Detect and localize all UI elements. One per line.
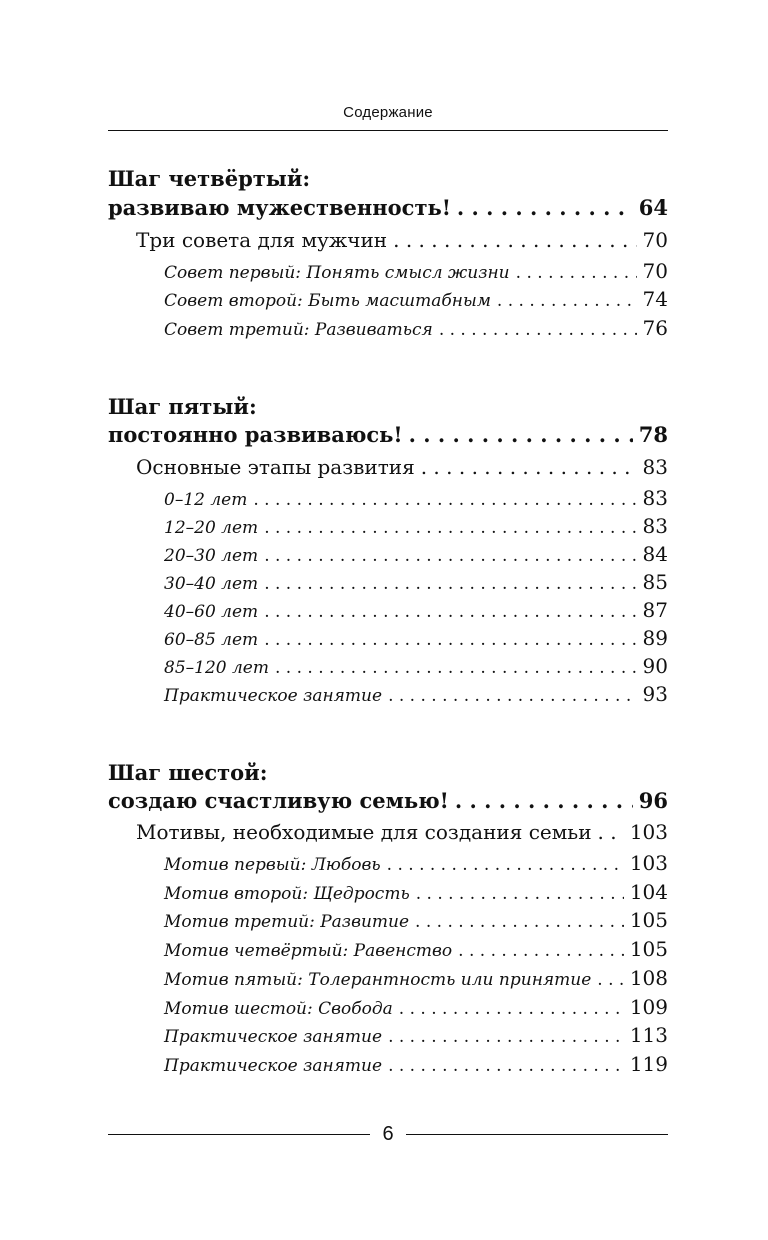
dot-leader	[415, 912, 624, 932]
toc-entry-text: Совет второй: Быть масштабным	[164, 291, 491, 311]
dot-leader	[455, 788, 633, 813]
toc-entry-subsection[interactable]	[164, 626, 668, 650]
toc-entry-chapter[interactable]	[108, 788, 668, 813]
footer-rule-right	[406, 1134, 668, 1135]
toc-entry-text: Мотив пятый: Толерантность или принятие	[164, 970, 592, 990]
toc-entry-chapter[interactable]	[108, 422, 668, 447]
dot-leader	[399, 999, 624, 1019]
toc-entry-subsection[interactable]	[164, 1052, 668, 1076]
toc-entry-page: 64	[638, 195, 668, 220]
toc-entry-text: 85–120 лет	[164, 658, 269, 678]
dot-leader	[421, 455, 637, 479]
toc-entry-text: Основные этапы развития	[136, 455, 415, 479]
toc-entry-page: 76	[642, 316, 668, 340]
header-rule	[108, 130, 668, 131]
toc-entry-section[interactable]	[136, 820, 668, 844]
toc-entry-text: Практическое занятие	[164, 686, 383, 706]
toc-entry-text: Мотив третий: Развитие	[164, 912, 410, 932]
toc-entry-page: 103	[629, 851, 668, 875]
dot-leader	[388, 1056, 624, 1076]
toc-entry-page: 96	[638, 788, 668, 813]
toc-entry-subsection[interactable]	[164, 486, 668, 510]
toc-entry-text: 20–30 лет	[164, 546, 259, 566]
toc-entry-subsection[interactable]	[164, 598, 668, 622]
toc-entry-subsection[interactable]	[164, 995, 668, 1019]
dot-leader	[416, 884, 624, 904]
dot-leader	[388, 686, 636, 706]
toc-entry-text: постоянно развиваюсь!	[108, 422, 403, 447]
toc-entry-page: 70	[642, 228, 668, 252]
toc-entry-subsection[interactable]	[164, 316, 668, 340]
step-title: Шаг четвёртый:	[108, 166, 311, 191]
toc-entry-text: Мотив четвёртый: Равенство	[164, 941, 453, 961]
toc-entry-page: 103	[629, 820, 668, 844]
toc-entry-text: создаю счастливую семью!	[108, 788, 449, 813]
dot-leader	[439, 320, 637, 340]
toc-entry-text: 30–40 лет	[164, 574, 259, 594]
toc-entry-page: 83	[642, 455, 668, 479]
toc-entry-page: 113	[629, 1023, 668, 1047]
dot-leader	[497, 291, 637, 311]
toc-entry-subsection[interactable]	[164, 966, 668, 990]
toc-entry-subsection[interactable]	[164, 937, 668, 961]
toc-entry-subsection[interactable]	[164, 880, 668, 904]
toc-entry-page: 74	[642, 287, 668, 311]
footer-rule-left	[108, 1134, 370, 1135]
toc-entry-text: Мотив первый: Любовь	[164, 855, 381, 875]
toc-entry-page: 90	[642, 654, 668, 678]
toc-entry-text: Мотив шестой: Свобода	[164, 999, 393, 1019]
toc-entry-text: Совет третий: Развиваться	[164, 320, 433, 340]
toc-entry-text: Мотивы, необходимые для создания семьи	[136, 820, 592, 844]
toc-entry-text: развиваю мужественность!	[108, 195, 451, 220]
page-number: 6	[382, 1123, 394, 1145]
toc-entry-subsection[interactable]	[164, 570, 668, 594]
toc-entry-page: 83	[642, 486, 668, 510]
toc-entry-page: 108	[629, 966, 668, 990]
dot-leader	[458, 941, 624, 961]
dot-leader	[393, 228, 636, 252]
dot-leader	[598, 820, 624, 844]
toc-entry-text: Мотив второй: Щедрость	[164, 884, 410, 904]
toc-entry-text: Практическое занятие	[164, 1027, 383, 1047]
toc-entry-text: Совет первый: Понять смысл жизни	[164, 263, 510, 283]
toc-entry-text: Три совета для мужчин	[136, 228, 388, 252]
toc-entry-text: 60–85 лет	[164, 630, 259, 650]
dot-leader	[264, 546, 636, 566]
dot-leader	[597, 970, 624, 990]
toc-entry-subsection[interactable]	[164, 851, 668, 875]
toc-entry-page: 109	[629, 995, 668, 1019]
toc-entry-text: 40–60 лет	[164, 602, 259, 622]
toc-entry-page: 119	[629, 1052, 668, 1076]
toc-entry-page: 105	[629, 937, 668, 961]
toc-entry-page: 85	[642, 570, 668, 594]
dot-leader	[264, 574, 636, 594]
page-footer	[108, 1124, 668, 1144]
dot-leader	[264, 602, 636, 622]
dot-leader	[457, 195, 633, 220]
toc-entry-chapter[interactable]	[108, 195, 668, 220]
toc-entry-page: 87	[642, 598, 668, 622]
toc-entry-subsection[interactable]	[164, 542, 668, 566]
dot-leader	[253, 490, 636, 510]
dot-leader	[409, 422, 633, 447]
toc-entry-text: Практическое занятие	[164, 1056, 383, 1076]
dot-leader	[388, 1027, 624, 1047]
dot-leader	[264, 630, 636, 650]
toc-entry-page: 93	[642, 682, 668, 706]
toc-entry-page: 78	[638, 422, 668, 447]
toc-entry-subsection[interactable]	[164, 287, 668, 311]
toc-entry-section[interactable]	[136, 455, 668, 479]
dot-leader	[264, 518, 636, 538]
step-title: Шаг пятый:	[108, 394, 257, 419]
toc-entry-subsection[interactable]	[164, 908, 668, 932]
toc-entry-page: 105	[629, 908, 668, 932]
toc-entry-page: 89	[642, 626, 668, 650]
dot-leader	[275, 658, 637, 678]
toc-entry-subsection[interactable]	[164, 682, 668, 706]
toc-entry-text: 0–12 лет	[164, 490, 248, 510]
toc-entry-subsection[interactable]	[164, 514, 668, 538]
dot-leader	[516, 263, 637, 283]
toc-entry-text: 12–20 лет	[164, 518, 259, 538]
toc-entry-page: 83	[642, 514, 668, 538]
toc-entry-subsection[interactable]	[164, 1023, 668, 1047]
dot-leader	[387, 855, 624, 875]
toc-entry-page: 70	[642, 259, 668, 283]
toc-entry-page: 84	[642, 542, 668, 566]
toc-entry-page: 104	[629, 880, 668, 904]
toc-entry-subsection[interactable]	[164, 654, 668, 678]
step-title: Шаг шестой:	[108, 760, 268, 785]
toc-entry-subsection[interactable]	[164, 259, 668, 283]
toc-entry-section[interactable]	[136, 228, 668, 252]
running-title: Содержание	[343, 104, 433, 121]
